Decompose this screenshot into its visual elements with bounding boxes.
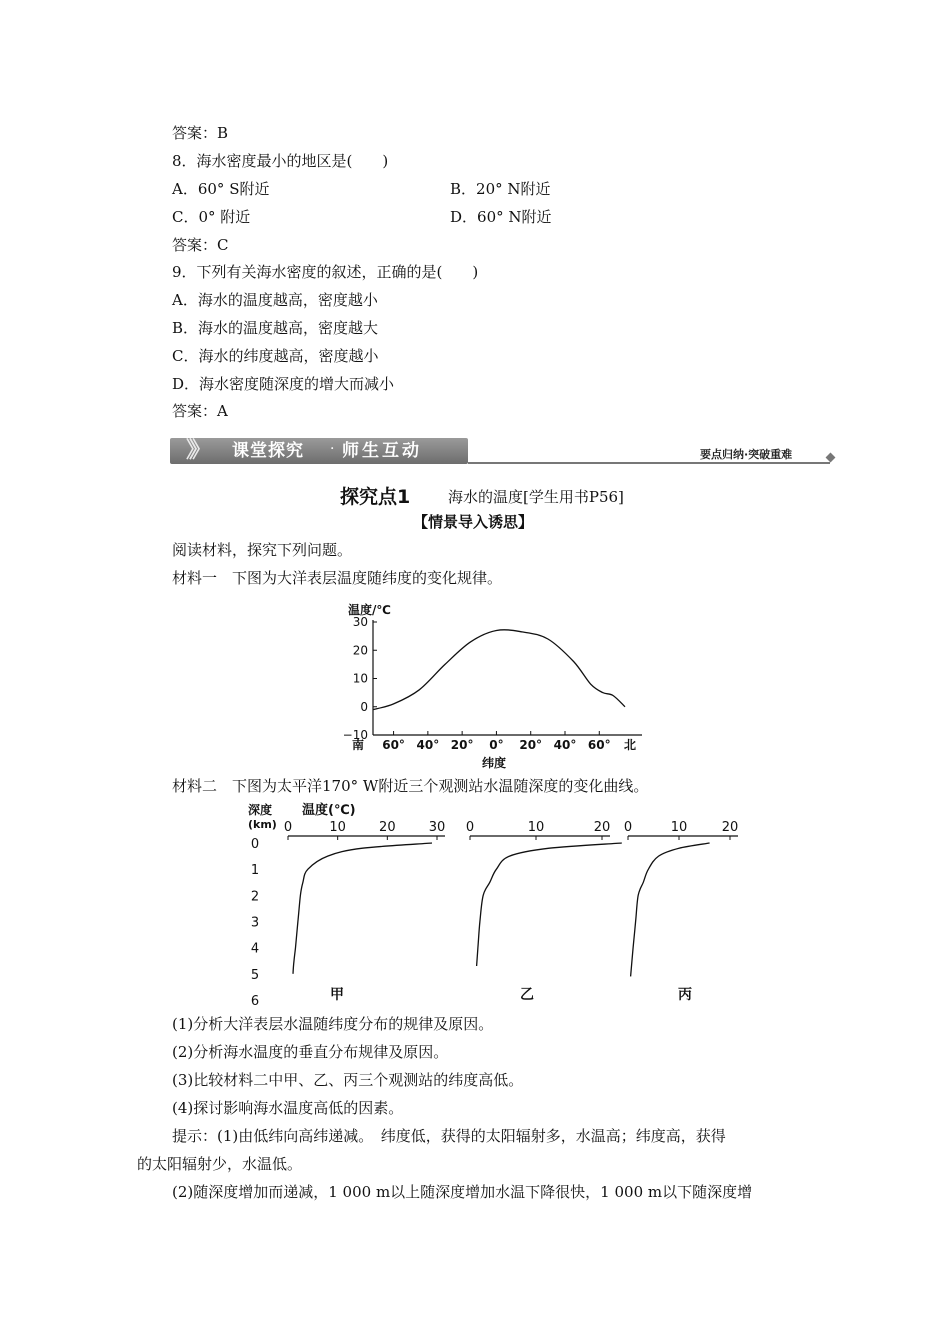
series-line xyxy=(631,843,710,976)
series-line xyxy=(293,843,432,974)
y-axis-label: 深度 xyxy=(248,803,273,817)
depth-panel xyxy=(466,820,622,1003)
option-b: B．海水的温度越高，密度越大 xyxy=(172,319,379,337)
x-tick-label: 南 xyxy=(351,738,365,752)
material-1: 材料一 下图为大洋表层温度随纬度的变化规律。 xyxy=(172,569,503,587)
x-tick-label: 40° xyxy=(553,738,577,752)
x-axis-label: 温度(℃) xyxy=(302,803,356,818)
question-8: 8．海水密度最小的地区是( ) xyxy=(172,152,389,170)
depth-panel xyxy=(624,820,738,1003)
y-tick-label: 6 xyxy=(250,994,260,1009)
section-banner xyxy=(170,436,840,466)
x-tick-label: 20 xyxy=(379,820,396,835)
option-c: C．0° 附近 xyxy=(172,208,251,226)
x-tick-label: 20 xyxy=(721,820,739,835)
y-tick-label: 5 xyxy=(250,967,260,983)
x-tick-label: 20° xyxy=(519,738,543,752)
y-tick-label: 2 xyxy=(250,889,260,905)
y-tick-label: −10 xyxy=(342,728,368,742)
y-tick-label: 4 xyxy=(250,941,260,957)
option-a: A．60° S附近 xyxy=(172,180,270,198)
x-tick-label: 30 xyxy=(428,820,446,835)
hint-line: 的太阳辐射少，水温低。 xyxy=(137,1155,303,1173)
answer-line: 答案：C xyxy=(172,236,229,254)
y-tick-label: 0 xyxy=(250,837,260,852)
point-subtitle: 海水的温度[学生用书P56] xyxy=(448,488,624,506)
station-label: 甲 xyxy=(330,987,344,1003)
x-tick-label: 10 xyxy=(670,820,688,835)
series-line xyxy=(477,843,622,966)
x-tick-label: 0 xyxy=(623,820,633,835)
x-tick-label: 10 xyxy=(527,820,545,835)
x-tick-label: 0° xyxy=(489,738,504,752)
diamond-icon xyxy=(826,453,836,463)
question-9: 9．下列有关海水密度的叙述，正确的是( ) xyxy=(172,263,479,281)
option-a: A．海水的温度越高，密度越小 xyxy=(172,291,378,309)
option-c: C．海水的纬度越高，密度越小 xyxy=(172,347,379,365)
x-tick-label: 北 xyxy=(623,738,637,752)
point-title: 探究点1 xyxy=(340,486,411,508)
depth-temperature-chart xyxy=(240,800,750,1010)
option-b: B．20° N附近 xyxy=(450,180,551,198)
x-tick-label: 0 xyxy=(283,820,293,835)
question-3: (3)比较材料二中甲、乙、丙三个观测站的纬度高低。 xyxy=(172,1071,524,1089)
x-tick-label: 60° xyxy=(587,738,611,752)
banner-dot: · xyxy=(330,441,335,457)
x-tick-label: 60° xyxy=(382,738,405,752)
banner-title: 课堂探究 xyxy=(232,441,304,461)
x-tick-label: 20 xyxy=(593,820,611,835)
option-d: D．60° N附近 xyxy=(450,208,552,226)
answer-line: 答案：B xyxy=(172,124,229,142)
x-tick-label: 20° xyxy=(450,738,474,752)
y-tick-label: 3 xyxy=(250,915,260,931)
material-2: 材料二 下图为太平洋170° W附近三个观测站水温随深度的变化曲线。 xyxy=(172,777,649,795)
y-axis-label: 温度/℃ xyxy=(348,603,391,617)
answer-line: 答案：A xyxy=(172,402,228,420)
chevron-icon: 》》 xyxy=(186,438,204,463)
x-axis-label: 纬度 xyxy=(481,756,507,770)
depth-panel xyxy=(284,820,445,1003)
x-tick-label: 10 xyxy=(329,820,346,835)
y-tick-label: 20 xyxy=(352,643,368,658)
question-1: (1)分析大洋表层水温随纬度分布的规律及原因。 xyxy=(172,1015,494,1033)
y-tick-label: 1 xyxy=(250,863,260,879)
banner-rule xyxy=(468,462,830,464)
series-line xyxy=(373,630,625,710)
hint-line: (2)随深度增加而递减，1 000 m以上随深度增加水温下降很快，1 000 m以下随深度增 xyxy=(172,1183,753,1201)
station-label: 丙 xyxy=(678,987,692,1003)
banner-bar xyxy=(170,438,468,464)
station-label: 乙 xyxy=(520,987,534,1003)
option-d: D．海水密度随深度的增大而减小 xyxy=(172,375,395,393)
banner-subtitle: 师生互动 xyxy=(342,441,422,461)
intro-text: 阅读材料，探究下列问题。 xyxy=(172,541,353,559)
latitude-temperature-chart xyxy=(340,598,650,770)
question-4: (4)探讨影响海水温度高低的因素。 xyxy=(172,1099,404,1117)
section-heading: 【情景导入诱思】 xyxy=(413,513,534,531)
banner-tagline: 要点归纳·突破重难 xyxy=(700,448,793,461)
hint-line: 提示：(1)由低纬向高纬递减。 纬度低，获得的太阳辐射多，水温高；纬度高，获得 xyxy=(172,1127,726,1145)
y-axis-unit: (km) xyxy=(248,818,277,831)
y-tick-label: 30 xyxy=(352,615,368,629)
x-tick-label: 0 xyxy=(465,820,475,835)
x-tick-label: 40° xyxy=(416,738,440,752)
y-tick-label: 10 xyxy=(352,671,368,686)
y-tick-label: 0 xyxy=(360,699,368,714)
question-2: (2)分析海水温度的垂直分布规律及原因。 xyxy=(172,1043,449,1061)
